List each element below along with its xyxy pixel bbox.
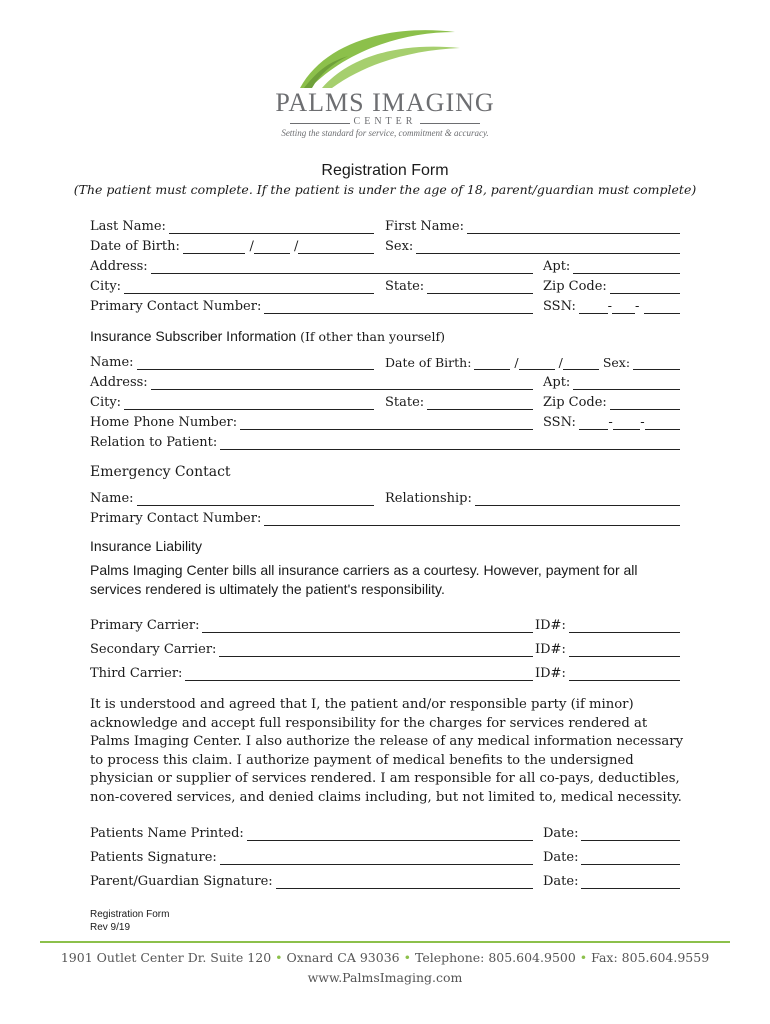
- date-field-3[interactable]: [543, 869, 680, 889]
- phone-line[interactable]: [264, 299, 533, 314]
- sub-dob-field[interactable]: Date of Birth: / / Sex:: [385, 350, 680, 370]
- patient-row-phone: [90, 294, 680, 314]
- patient-row-address: [90, 254, 680, 274]
- carrier-row-primary: [90, 613, 680, 633]
- date-field-1[interactable]: [543, 821, 680, 841]
- date-label-2: Date:: [543, 850, 579, 865]
- sub-city-label: City:: [90, 395, 122, 410]
- sex-line[interactable]: [416, 239, 680, 254]
- logo-name: PALMS IMAGING: [275, 88, 495, 117]
- relation-label: Relation to Patient:: [90, 435, 218, 450]
- date-field-2[interactable]: [543, 845, 680, 865]
- ssn-field[interactable]: SSN: - -: [543, 294, 680, 314]
- patient-row-dob: [90, 234, 680, 254]
- form-id: [90, 908, 169, 934]
- subscriber-row-city: [90, 390, 680, 410]
- sub-apt-label: Apt:: [543, 375, 571, 390]
- phone-field[interactable]: [90, 294, 533, 314]
- liability-heading: Insurance Liability: [90, 538, 203, 554]
- subscriber-heading-text: Insurance Subscriber Information: [90, 328, 297, 344]
- last-name-field[interactable]: [90, 214, 374, 234]
- date-line-2[interactable]: [581, 850, 680, 865]
- sub-zip-line[interactable]: [610, 395, 680, 410]
- form-id-name: Registration Form: [90, 909, 170, 920]
- state-label: State:: [385, 279, 425, 294]
- secondary-carrier-field[interactable]: [90, 637, 533, 657]
- subscriber-row-name: [90, 350, 680, 370]
- third-id-line[interactable]: [569, 666, 680, 681]
- footer-contact: [0, 950, 770, 965]
- first-name-label: First Name:: [385, 219, 464, 234]
- first-name-line[interactable]: [467, 219, 680, 234]
- state-line[interactable]: [427, 279, 533, 294]
- guardian-signature-label: Parent/Guardian Signature:: [90, 874, 273, 889]
- form-title: Registration Form: [321, 162, 449, 179]
- sub-state-field[interactable]: [385, 390, 533, 410]
- palms-imaging-logo: [270, 22, 500, 142]
- sub-zip-label: Zip Code:: [543, 395, 607, 410]
- sub-state-label: State:: [385, 395, 425, 410]
- em-relationship-label: Relationship:: [385, 491, 472, 506]
- third-id-field[interactable]: [535, 661, 680, 681]
- last-name-line[interactable]: [169, 219, 374, 234]
- date-line-3[interactable]: [581, 874, 680, 889]
- relation-line[interactable]: [220, 435, 680, 450]
- secondary-carrier-label: Secondary Carrier:: [90, 642, 217, 657]
- footer-telephone: Telephone: 805.604.9500: [414, 950, 576, 965]
- date-label-1: Date:: [543, 826, 579, 841]
- sub-dob-label: Date of Birth:: [385, 355, 472, 370]
- liability-text: Palms Imaging Center bills all insurance carriers as a courtesy. However, payment for all services rendered is ultimately the patient's responsibility.: [90, 562, 638, 597]
- city-field[interactable]: [90, 274, 374, 294]
- footer-city: Oxnard CA 93036: [286, 950, 400, 965]
- signature-row-guardian: [90, 869, 680, 889]
- primary-id-field[interactable]: [535, 613, 680, 633]
- dob-field[interactable]: Date of Birth: / /: [90, 234, 374, 254]
- patient-signature-line[interactable]: [220, 850, 533, 865]
- third-carrier-label: Third Carrier:: [90, 666, 183, 681]
- apt-line[interactable]: [573, 259, 680, 274]
- sub-name-field[interactable]: [90, 350, 374, 370]
- emergency-heading: Emergency Contact: [90, 464, 231, 480]
- secondary-id-line[interactable]: [569, 642, 680, 657]
- apt-label: Apt:: [543, 259, 571, 274]
- sub-state-line[interactable]: [427, 395, 533, 410]
- signature-row-signature: [90, 845, 680, 865]
- zip-field[interactable]: [543, 274, 680, 294]
- sub-phone-label: Home Phone Number:: [90, 415, 238, 430]
- zip-label: Zip Code:: [543, 279, 607, 294]
- city-line[interactable]: [124, 279, 374, 294]
- carrier-row-third: [90, 661, 680, 681]
- em-phone-field[interactable]: [90, 506, 680, 526]
- name-printed-field[interactable]: [90, 821, 533, 841]
- guardian-signature-field[interactable]: [90, 869, 533, 889]
- name-printed-line[interactable]: [247, 826, 533, 841]
- footer-address: 1901 Outlet Center Dr. Suite 120: [60, 950, 272, 965]
- ssn-label: SSN:: [543, 299, 576, 314]
- em-phone-label: Primary Contact Number:: [90, 511, 262, 526]
- footer-fax: Fax: 805.604.9559: [591, 950, 710, 965]
- sub-phone-field[interactable]: [90, 410, 533, 430]
- primary-id-line[interactable]: [569, 618, 680, 633]
- sub-sex-label: Sex:: [602, 355, 631, 370]
- patient-row-city: [90, 274, 680, 294]
- sub-sex-line[interactable]: [633, 355, 680, 370]
- sub-apt-field[interactable]: [543, 370, 680, 390]
- sub-ssn-field[interactable]: SSN: - -: [543, 410, 680, 430]
- subscriber-heading: [90, 328, 445, 344]
- agreement-text: It is understood and agreed that I, the patient and/or responsible party (if minor) acknowledge and accept full responsibility for the charges for services rendered at Palms Imaging Center. I also authorize the release of any medical information necessary to process this claim. I authorize payment of medical benefits to the undersigned physician or supplier of services rendered. I am responsible for all co-pays, deductibles, non-covered services, and denied claims including, but not limited to, medical necessity.: [90, 697, 684, 805]
- date-label-3: Date:: [543, 874, 579, 889]
- primary-carrier-label: Primary Carrier:: [90, 618, 200, 633]
- logo-sub: CENTER: [353, 116, 417, 127]
- last-name-label: Last Name:: [90, 219, 166, 234]
- patient-row-name: [90, 214, 680, 234]
- address-line[interactable]: [151, 259, 533, 274]
- sub-apt-line[interactable]: [573, 375, 680, 390]
- phone-label: Primary Contact Number:: [90, 299, 262, 314]
- sub-address-label: Address:: [90, 375, 148, 390]
- sub-phone-line[interactable]: [240, 415, 533, 430]
- third-carrier-line[interactable]: [185, 666, 533, 681]
- form-subtitle: (The patient must complete. If the patient is under the age of 18, parent/guardian must complete): [73, 182, 697, 197]
- relation-field[interactable]: [90, 430, 680, 450]
- logo-tagline: Setting the standard for service, commitment & accuracy.: [281, 128, 489, 138]
- patient-signature-field[interactable]: [90, 845, 533, 865]
- subscriber-row-address: [90, 370, 680, 390]
- subscriber-row-relation: [90, 430, 680, 450]
- em-name-line[interactable]: [137, 491, 374, 506]
- dob-label: Date of Birth:: [90, 239, 180, 254]
- form-id-revision: Rev 9/19: [90, 922, 131, 933]
- emergency-row-name: [90, 486, 680, 506]
- secondary-id-label: ID#:: [535, 642, 566, 657]
- emergency-row-phone: [90, 506, 680, 526]
- sub-ssn-label: SSN:: [543, 415, 576, 430]
- city-label: City:: [90, 279, 122, 294]
- name-printed-label: Patients Name Printed:: [90, 826, 244, 841]
- secondary-carrier-line[interactable]: [219, 642, 533, 657]
- guardian-signature-line[interactable]: [276, 874, 533, 889]
- secondary-id-field[interactable]: [535, 637, 680, 657]
- em-name-field[interactable]: [90, 486, 374, 506]
- bullet-icon: •: [579, 950, 588, 965]
- bullet-icon: •: [403, 950, 411, 965]
- address-field[interactable]: [90, 254, 533, 274]
- em-phone-line[interactable]: [264, 511, 680, 526]
- sub-address-field[interactable]: [90, 370, 533, 390]
- bullet-icon: •: [275, 950, 283, 965]
- sub-name-line[interactable]: [137, 355, 374, 370]
- signature-row-name: [90, 821, 680, 841]
- em-relationship-field[interactable]: [385, 486, 680, 506]
- sex-field[interactable]: [385, 234, 680, 254]
- sex-label: Sex:: [385, 239, 414, 254]
- first-name-field[interactable]: [385, 214, 680, 234]
- sub-city-line[interactable]: [124, 395, 374, 410]
- sub-city-field[interactable]: [90, 390, 374, 410]
- subscriber-row-phone: [90, 410, 680, 430]
- logo-divider: [420, 123, 480, 124]
- palm-leaf-icon: [270, 22, 500, 92]
- sub-zip-field[interactable]: [543, 390, 680, 410]
- third-id-label: ID#:: [535, 666, 566, 681]
- carrier-row-secondary: [90, 637, 680, 657]
- em-relationship-line[interactable]: [475, 491, 680, 506]
- patient-signature-label: Patients Signature:: [90, 850, 217, 865]
- state-field[interactable]: [385, 274, 533, 294]
- primary-carrier-field[interactable]: [90, 613, 533, 633]
- third-carrier-field[interactable]: [90, 661, 533, 681]
- zip-line[interactable]: [610, 279, 680, 294]
- address-label: Address:: [90, 259, 148, 274]
- subscriber-note: (If other than yourself): [300, 329, 445, 344]
- footer-divider: [40, 941, 730, 943]
- apt-field[interactable]: [543, 254, 680, 274]
- em-name-label: Name:: [90, 491, 134, 506]
- date-line-1[interactable]: [581, 826, 680, 841]
- primary-id-label: ID#:: [535, 618, 566, 633]
- sub-address-line[interactable]: [151, 375, 533, 390]
- primary-carrier-line[interactable]: [202, 618, 533, 633]
- footer-website[interactable]: www.PalmsImaging.com: [307, 970, 463, 985]
- sub-name-label: Name:: [90, 355, 134, 370]
